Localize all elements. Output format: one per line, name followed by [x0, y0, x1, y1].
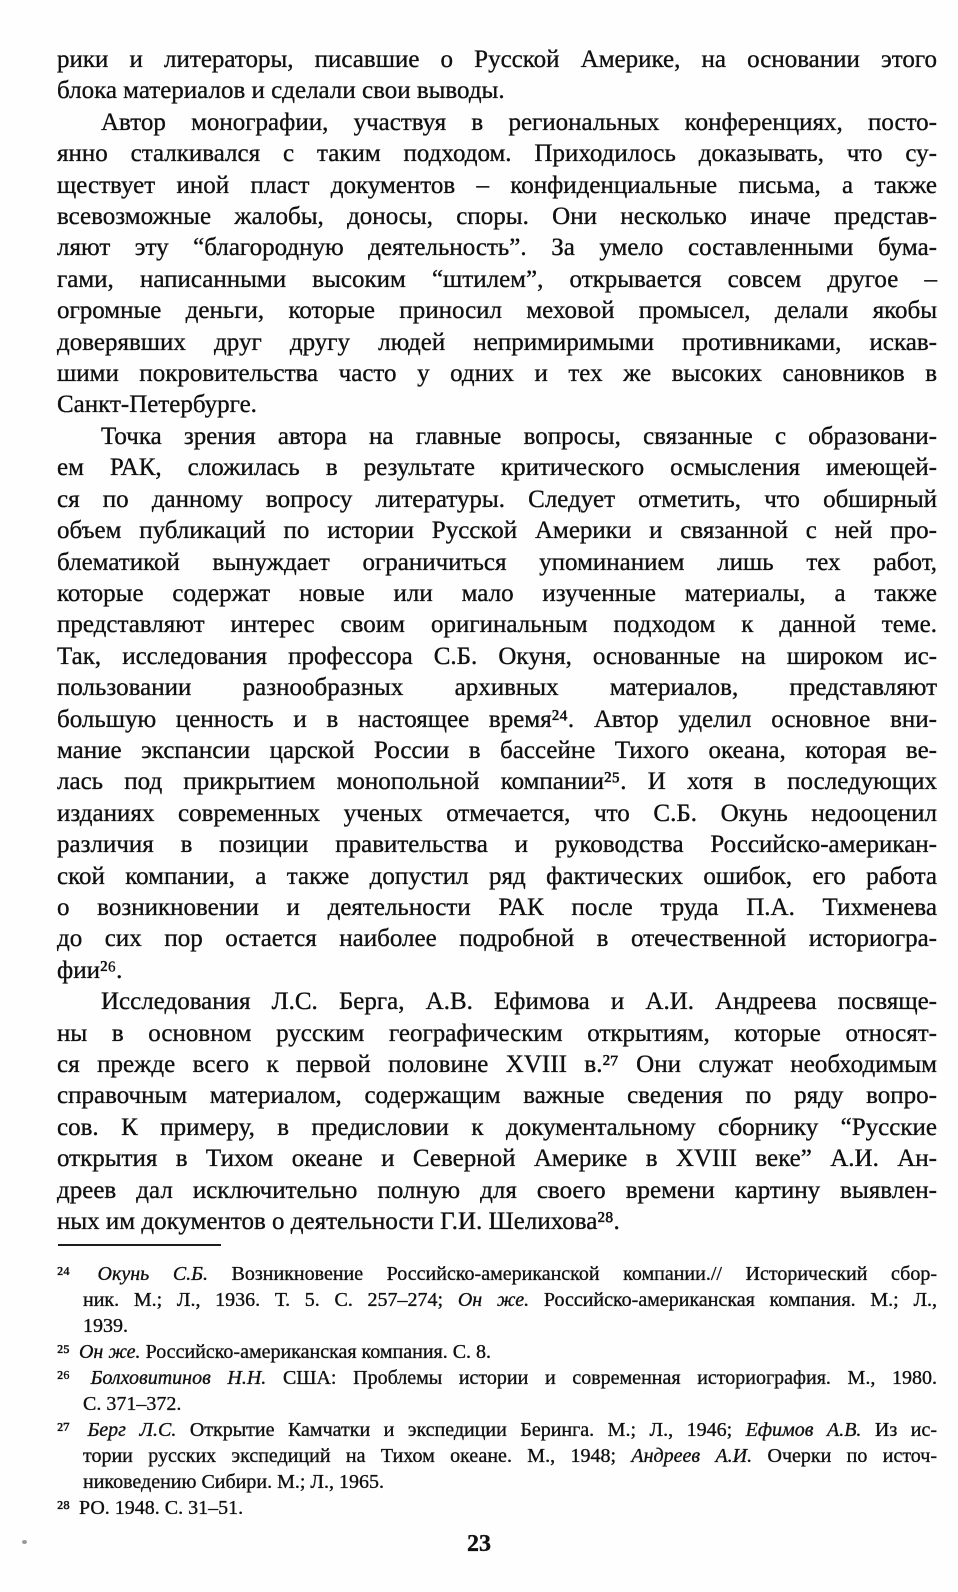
footnote: [57, 1339, 937, 1365]
text-line: открытия в Тихом океане и Северной Америке в XVIII веке” А.И. Ан-: [57, 1145, 937, 1173]
text-line: ской компании, а также допустил ряд фактических ошибок, его работа: [57, 862, 937, 890]
footnote-text: 1939.: [83, 1315, 128, 1337]
footnote-line: [57, 1261, 937, 1287]
footnote-marker: ²⁷: [57, 1419, 84, 1441]
footnote-author: Он же.: [457, 1289, 530, 1311]
footnote-line: [57, 1495, 937, 1521]
scan-speck: [22, 1540, 27, 1544]
text-line: ществует иной пласт документов – конфиденциальные письма, а также: [57, 171, 937, 199]
text-line: ляют эту “благородную деятельность”. За умело составленными бума-: [57, 234, 937, 262]
text-line: пользовании разнообразных архивных материалов, представляют: [57, 674, 937, 702]
paragraph: [57, 44, 937, 107]
text-line: доверявших друг другу людей непримиримыми противниками, искав-: [57, 328, 937, 356]
text-line: ся по данному вопросу литературы. Следует отметить, что обширный: [57, 485, 937, 513]
footnotes: [57, 1261, 937, 1521]
text-line: объем публикаций по истории Русской Америки и связанной с ней про-: [57, 517, 937, 545]
footnote-text: США: Проблемы истории и современная историография. М., 1980.: [266, 1367, 937, 1389]
footnote-marker: ²⁸: [57, 1497, 75, 1519]
page-number: 23: [467, 1531, 491, 1557]
text-line: Так, исследования профессора С.Б. Окуня, основанные на широком ис-: [57, 642, 937, 670]
text-line: Точка зрения автора на главные вопросы, связанные с образовани-: [101, 422, 937, 450]
text-line: гами, написанными высоким “штилем”, открывается совсем другое –: [57, 265, 937, 293]
footnote: [57, 1417, 937, 1495]
text-line: различия в позиции правительства и руководства Российско-американ-: [57, 831, 937, 859]
text-line: блока материалов и сделали свои выводы.: [57, 77, 505, 105]
text-line: Санкт-Петербурге.: [57, 391, 257, 419]
text-line: рики и литераторы, писавшие о Русской Америке, на основании этого: [57, 46, 937, 73]
text-line: Автор монографии, участвуя в региональных конференциях, посто-: [101, 108, 937, 136]
footnote-text: Возникновение Российско-американской компании.// Исторический сбор-: [207, 1263, 937, 1285]
footnote-line: [83, 1443, 937, 1469]
text-block: [57, 44, 937, 1237]
text-line: о возникновении и деятельности РАК после труда П.А. Тихменева: [57, 893, 937, 921]
footnote-marker: ²⁶: [57, 1367, 87, 1389]
footnote-line: [83, 1469, 937, 1495]
paragraph: [57, 986, 937, 1237]
footnote-line: [83, 1391, 937, 1417]
footnote-separator: [58, 1244, 221, 1246]
text-line: справочным материалом, содержащим важные сведения по ряду вопро-: [57, 1082, 937, 1110]
footnote-line: [83, 1287, 937, 1313]
footnote-marker: ²⁴: [57, 1263, 94, 1285]
footnote-author: Андреев А.И.: [631, 1445, 753, 1467]
text-line: представляют интерес своим оригинальным подходом к данной теме.: [57, 611, 937, 639]
footnote-text: никоведению Сибири. М.; Л., 1965.: [83, 1471, 384, 1493]
text-line: ем РАК, сложилась в результате критического осмысления имеющей-: [57, 454, 937, 482]
footnote-line: [83, 1313, 937, 1339]
footnote-text: тории русских экспедиций на Тихом океане. М., 1948;: [83, 1445, 632, 1467]
footnote-line: [57, 1365, 937, 1391]
text-line: большую ценность и в настоящее время²⁴. Автор уделил основное вни-: [57, 705, 937, 733]
footnote-text: Из ис-: [861, 1419, 937, 1441]
paragraph: [57, 107, 937, 421]
text-line: Исследования Л.С. Берга, А.В. Ефимова и А.И. Андреева посвяще-: [101, 988, 937, 1016]
footnote-text: Российско-американская компания. С. 8.: [140, 1341, 492, 1363]
footnote-line: [57, 1339, 937, 1365]
footnote-text: Российско-американская компания. М.; Л.,: [529, 1289, 938, 1311]
footnote-author: Болховитинов Н.Н.: [90, 1367, 267, 1389]
text-line: всевозможные жалобы, доносы, споры. Они несколько иначе представ-: [57, 203, 937, 231]
text-line: огромные деньги, которые приносил меховой промысел, делали якобы: [57, 297, 937, 325]
text-line: блематикой вынуждает ограничиться упоминанием лишь тех работ,: [57, 548, 937, 576]
text-line: до сих пор остается наиболее подробной в отечественной историогра-: [57, 925, 937, 953]
text-line: фии²⁶.: [57, 956, 123, 984]
text-line: мание экспансии царской России в бассейне Тихого океана, которая ве-: [57, 736, 937, 764]
text-line: дреев дал исключительно полную для своего времени картину выявлен-: [57, 1176, 937, 1204]
text-line: сов. К примеру, в предисловии к документальному сборнику “Русские: [57, 1113, 937, 1141]
footnote-marker: ²⁵: [57, 1341, 75, 1363]
footnote-author: Ефимов А.В.: [745, 1419, 862, 1441]
text-line: которые содержат новые или мало изученные материалы, а также: [57, 579, 937, 607]
text-line: ны в основном русским географическим открытиям, которые относят-: [57, 1019, 937, 1047]
footnote-text: Открытие Камчатки и экспедиции Беринга. М.; Л., 1946;: [176, 1419, 746, 1441]
footnote-text: РО. 1948. С. 31–51.: [78, 1497, 244, 1519]
text-line: ся прежде всего к первой половине XVIII в.²⁷ Они служат необходимым: [57, 1051, 937, 1078]
footnote-author: Берг Л.С.: [87, 1419, 177, 1441]
paragraph: [57, 421, 937, 986]
text-line: ных им документов о деятельности Г.И. Шелихова²⁸.: [57, 1208, 620, 1236]
footnote: [57, 1365, 937, 1417]
footnote: [57, 1261, 937, 1339]
footnote: [57, 1495, 937, 1521]
footnote-text: ник. М.; Л., 1936. Т. 5. С. 257–274;: [83, 1289, 458, 1311]
text-line: шими покровительства часто у одних и тех же высоких сановников в: [57, 360, 937, 388]
footnote-author: Окунь С.Б.: [97, 1263, 208, 1285]
footnote-author: Он же.: [78, 1341, 141, 1363]
footnote-text: Очерки по источ-: [752, 1445, 937, 1467]
text-line: лась под прикрытием монопольной компании²⁵. И хотя в последующих: [57, 768, 937, 796]
text-line: изданиях современных ученых отмечается, что С.Б. Окунь недооценил: [57, 799, 937, 827]
footnote-line: [57, 1417, 937, 1443]
footnote-text: С. 371–372.: [83, 1393, 182, 1415]
text-line: янно сталкивался с таким подходом. Приходилось доказывать, что су-: [57, 140, 937, 168]
